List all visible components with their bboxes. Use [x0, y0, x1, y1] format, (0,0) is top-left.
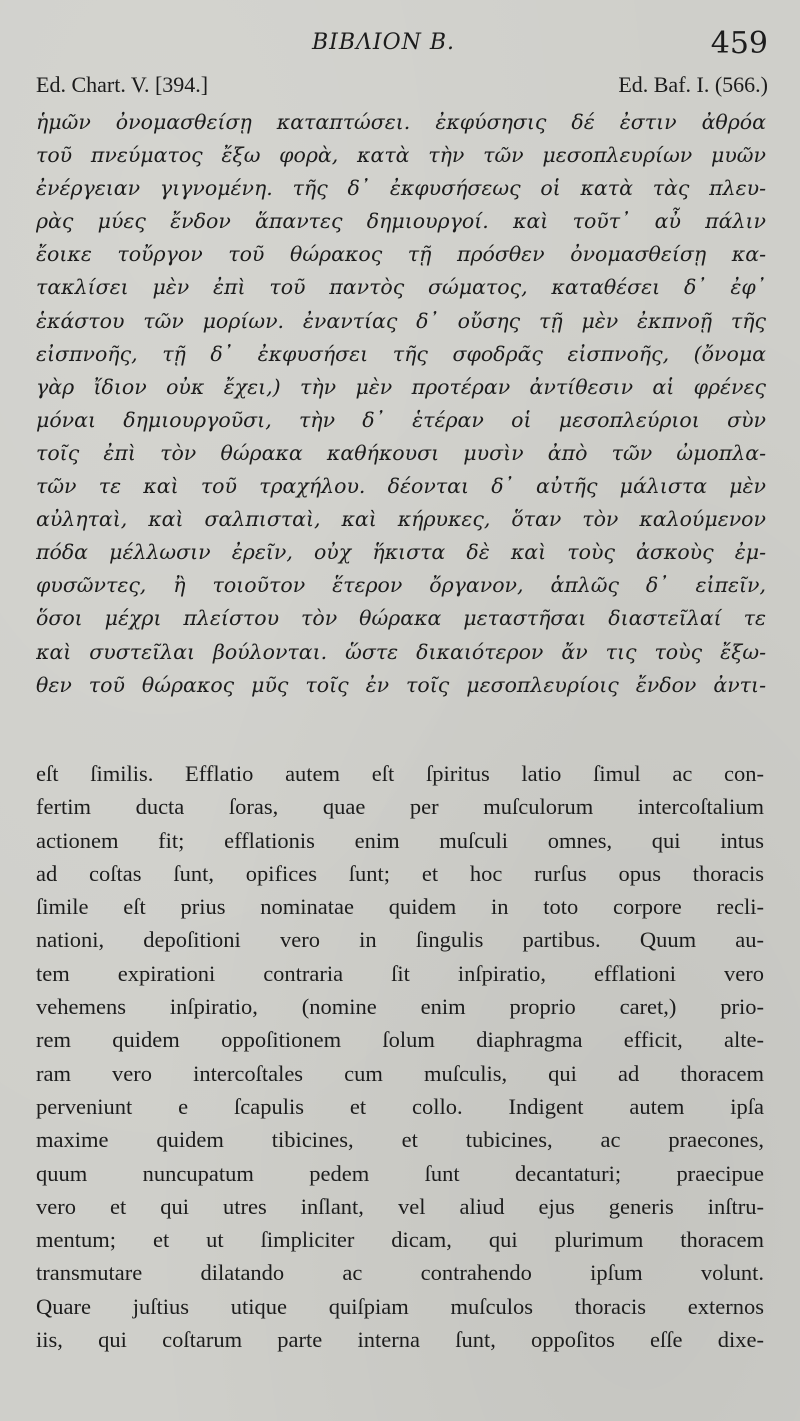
greek-line: εἰσπνοῆς, τῇ δ᾽ ἐκφυσήσει τῆς σφοδρᾶς εἰσπνοῆς, (ὄνομα	[36, 341, 766, 366]
greek-line: φυσῶντες, ἢ τοιοῦτον ἕτερον ὄργανον, ἁπλῶς δ᾽ εἰπεῖν,	[36, 573, 766, 598]
edition-chart-reference: Ed. Chart. V. [394.]	[36, 72, 209, 97]
greek-line: τακλίσει μὲν ἐπὶ τοῦ παντὸς σώματος, καταθέσει δ᾽ ἐφ᾽	[36, 275, 766, 300]
greek-line: ἑκάστου τῶν μορίων. ἐναντίας δ᾽ οὔσης τῇ μὲν ἐκπνοῇ τῆς	[36, 308, 766, 333]
latin-text-block	[36, 757, 764, 1356]
latin-line: quum nuncupatum pedem ſunt decantaturi; praecipue	[36, 1160, 764, 1186]
latin-line: mentum; et ut ſimpliciter dicam, qui plurimum thoracem	[36, 1227, 764, 1253]
greek-line: ἐνέργειαν γιγνομένη. τῆς δ᾽ ἐκφυσήσεως οἱ κατὰ τὰς πλευ-	[36, 176, 766, 201]
latin-line: maxime quidem tibicines, et tubicines, ac praecones,	[36, 1127, 764, 1153]
latin-line: transmutare dilatando ac contrahendo ipſum volunt.	[36, 1260, 764, 1286]
latin-line: iis, qui coſtarum parte interna ſunt, oppoſitos eſſe dixe-	[36, 1327, 764, 1353]
latin-line: fertim ducta ſoras, quae per muſculorum intercoſtalium	[36, 794, 764, 820]
greek-line: ἡμῶν ὀνομασθείσῃ καταπτώσει. ἐκφύσησις δέ ἐστιν ἀθρόα	[36, 110, 766, 134]
greek-line: τῶν τε καὶ τοῦ τραχήλου. δέονται δ᾽ αὐτῆς μάλιστα μὲν	[36, 474, 766, 499]
latin-line: Quare juſtius utique quiſpiam muſculos thoracis externos	[36, 1293, 764, 1319]
greek-line: τοῦ πνεύματος ἔξω φορὰ, κατὰ τὴν τῶν μεσοπλευρίων μυῶν	[36, 143, 766, 168]
running-title: ΒΙΒΛΙΟΝ Β.	[312, 30, 456, 55]
latin-line: ram vero intercoſtales cum muſculis, qui ad thoracem	[36, 1060, 764, 1086]
latin-line: nationi, depoſitioni vero in ſingulis partibus. Quum au-	[36, 927, 764, 953]
latin-line: perveniunt e ſcapulis et collo. Indigent autem ipſa	[36, 1093, 764, 1119]
greek-text-block	[36, 106, 766, 702]
running-head	[0, 26, 800, 66]
latin-line: ſimile eſt prius nominatae quidem in toto corpore recli-	[36, 894, 764, 920]
edition-basel-reference: Ed. Baf. I. (566.)	[618, 72, 768, 97]
greek-line: ρὰς μύες ἔνδον ἅπαντες δημιουργοί. καὶ τοῦτ᾽ αὖ πάλιν	[36, 209, 766, 234]
greek-line: ἔοικε τοὔργον τοῦ θώρακος τῇ πρόσθεν ὀνομασθείσῃ κα-	[36, 242, 766, 267]
edition-reference-line	[36, 72, 768, 102]
greek-line: τοῖς ἐπὶ τὸν θώρακα καθήκουσι μυσὶν ἀπὸ τῶν ὠμοπλα-	[36, 440, 766, 465]
page-number: 459	[710, 26, 768, 61]
latin-line: ad coſtas ſunt, opifices ſunt; et hoc rurſus opus thoracis	[36, 860, 764, 886]
latin-line: rem quidem oppoſitionem ſolum diaphragma efficit, alte-	[36, 1027, 764, 1053]
greek-line: θεν τοῦ θώρακος μῦς τοῖς ἐν τοῖς μεσοπλευρίοις ἔνδον ἀντι-	[36, 672, 766, 697]
greek-line: αὐληταὶ, καὶ σαλπισταὶ, καὶ κήρυκες, ὅταν τὸν καλούμενον	[36, 507, 766, 532]
greek-line: πόδα μέλλωσιν ἐρεῖν, οὐχ ἥκιστα δὲ καὶ τοὺς ἀσκοὺς ἐμ-	[36, 540, 766, 565]
latin-line: actionem fit; efflationis enim muſculi omnes, qui intus	[36, 827, 764, 853]
latin-line: eſt ſimilis. Efflatio autem eſt ſpiritus latio ſimul ac con-	[36, 761, 764, 786]
latin-line: tem expirationi contraria ſit inſpiratio, efflationi vero	[36, 960, 764, 986]
greek-line: μόναι δημιουργοῦσι, τὴν δ᾽ ἑτέραν οἱ μεσοπλεύριοι σὺν	[36, 407, 766, 432]
latin-line: vero et qui utres inſlant, vel aliud ejus generis inſtru-	[36, 1193, 764, 1219]
greek-line: ὅσοι μέχρι πλείστου τὸν θώρακα μεταστῆσαι διαστεῖλαί τε	[36, 606, 766, 631]
greek-line: γὰρ ἴδιον οὐκ ἔχει,) τὴν μὲν προτέραν ἀντίθεσιν αἱ φρένες	[36, 374, 766, 399]
latin-line: vehemens inſpiratio, (nomine enim proprio caret,) prio-	[36, 994, 764, 1020]
greek-line: καὶ συστεῖλαι βούλονται. ὥστε δικαιότερον ἄν τις τοὺς ἔξω-	[36, 639, 766, 664]
